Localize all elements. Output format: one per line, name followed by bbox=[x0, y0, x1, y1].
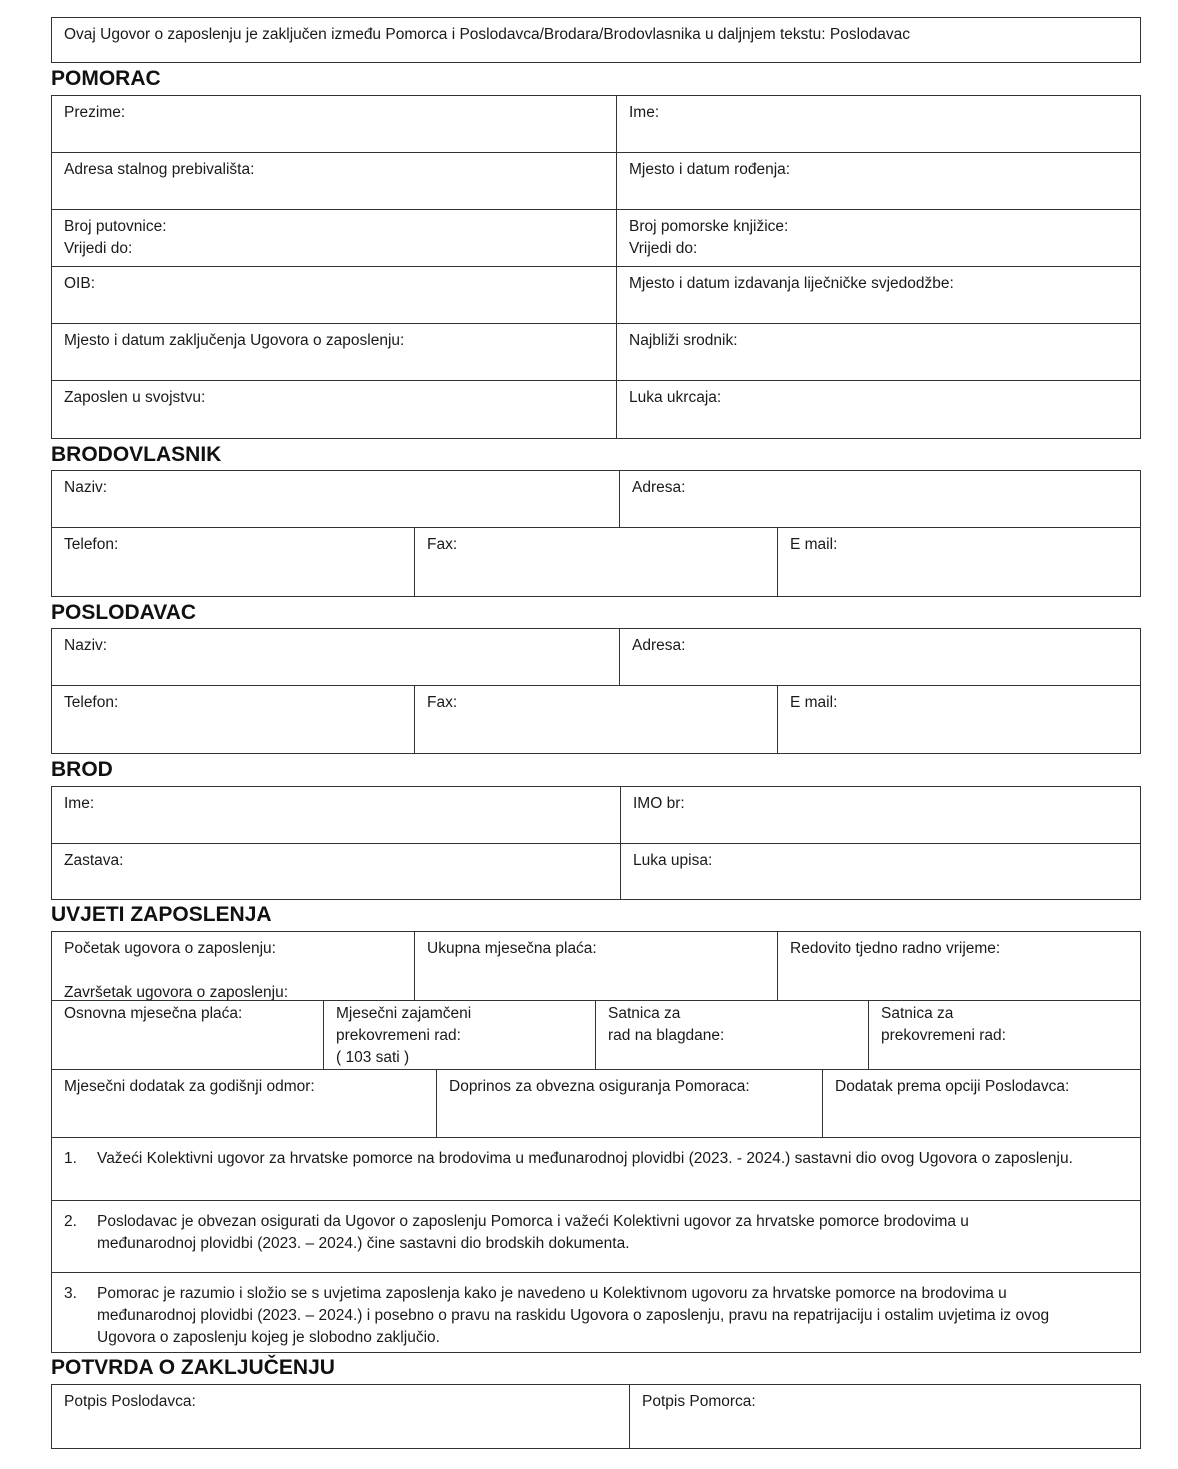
label: Naziv: bbox=[64, 637, 108, 654]
field-brodovlasnik-email[interactable] bbox=[777, 527, 1141, 597]
field-oib[interactable] bbox=[51, 266, 617, 324]
clause-number: 3. bbox=[64, 1285, 77, 1302]
section-poslodavac-title: POSLODAVAC bbox=[51, 601, 197, 624]
field-poslodavac-fax[interactable] bbox=[414, 685, 778, 754]
field-brodovlasnik-fax[interactable] bbox=[414, 527, 778, 597]
field-ukupna-placa[interactable] bbox=[414, 931, 778, 1001]
label: Luka ukrcaja: bbox=[629, 389, 722, 406]
field-potpis-poslodavca[interactable] bbox=[51, 1384, 630, 1449]
field-potpis-pomorca[interactable] bbox=[629, 1384, 1141, 1449]
label: Fax: bbox=[427, 694, 458, 711]
field-brodovlasnik-telefon[interactable] bbox=[51, 527, 415, 597]
label: Satnica za bbox=[881, 1005, 954, 1022]
field-satnica-prekovremeni[interactable] bbox=[868, 1000, 1141, 1070]
label: Broj pomorske knjižice: bbox=[629, 218, 789, 235]
label: Adresa: bbox=[632, 479, 686, 496]
field-adresa[interactable] bbox=[51, 152, 617, 210]
section-pomorac-title: POMORAC bbox=[51, 67, 161, 90]
intro-box bbox=[51, 17, 1141, 63]
field-zakljucenje[interactable] bbox=[51, 323, 617, 381]
field-brod-ime[interactable] bbox=[51, 786, 621, 844]
label: Satnica za bbox=[608, 1005, 681, 1022]
label: Doprinos za obvezna osiguranja Pomoraca: bbox=[449, 1078, 750, 1095]
label: Mjesto i datum rođenja: bbox=[629, 161, 791, 178]
label: Ime: bbox=[629, 104, 660, 121]
field-osnovna-placa[interactable] bbox=[51, 1000, 324, 1070]
field-poslodavac-adresa[interactable] bbox=[619, 628, 1141, 686]
field-brodovlasnik-adresa[interactable] bbox=[619, 470, 1141, 528]
label: Redovito tjedno radno vrijeme: bbox=[790, 940, 1001, 957]
field-tjedno-vrijeme[interactable] bbox=[777, 931, 1141, 1001]
section-potvrda-title: POTVRDA O ZAKLJUČENJU bbox=[51, 1356, 335, 1379]
label: Završetak ugovora o zaposlenju: bbox=[64, 984, 289, 1001]
label: Mjesečni dodatak za godišnji odmor: bbox=[64, 1078, 315, 1095]
label: Telefon: bbox=[64, 536, 119, 553]
label: Fax: bbox=[427, 536, 458, 553]
field-poslodavac-telefon[interactable] bbox=[51, 685, 415, 754]
field-dodatak-opcija[interactable] bbox=[822, 1069, 1141, 1138]
label: prekovremeni rad: bbox=[881, 1027, 1006, 1044]
label: Zastava: bbox=[64, 852, 124, 869]
field-mjesto-rodjenja[interactable] bbox=[616, 152, 1141, 210]
section-uvjeti-title: UVJETI ZAPOSLENJA bbox=[51, 903, 272, 926]
section-brodovlasnik-title: BRODOVLASNIK bbox=[51, 443, 222, 466]
field-satnica-blagdani[interactable] bbox=[595, 1000, 869, 1070]
label: Broj putovnice: bbox=[64, 218, 167, 235]
field-brodovlasnik-naziv[interactable] bbox=[51, 470, 620, 528]
label: Vrijedi do: bbox=[64, 240, 133, 257]
clause-text: Pomorac je razumio i složio se s uvjetima zaposlenja kako je navedeno u Kolektivnom ugovoru za hrvatske pomorce na brodovima u međunarodnoj plovidbi (2023. – 2024.) i posebno o pravu na raskidu Ugovora o zaposlenju, pravu na repatrijaciju i ostalim uvjetima iz ovog Ugovora o zaposlenju kojeg je slobodno zaključio. bbox=[97, 1285, 1050, 1346]
label: Dodatak prema opciji Poslodavca: bbox=[835, 1078, 1070, 1095]
clause-3 bbox=[51, 1272, 1141, 1353]
label: Prezime: bbox=[64, 104, 126, 121]
field-svojstvo[interactable] bbox=[51, 380, 617, 439]
label: rad na blagdane: bbox=[608, 1027, 725, 1044]
section-brod-title: BROD bbox=[51, 758, 113, 781]
clause-number: 2. bbox=[64, 1213, 77, 1230]
field-poslodavac-naziv[interactable] bbox=[51, 628, 620, 686]
label: Mjesto i datum izdavanja liječničke svjedodžbe: bbox=[629, 275, 954, 292]
clause-text: Poslodavac je obvezan osigurati da Ugovor o zaposlenju Pomorca i važeći Kolektivni ugovor za hrvatske pomorce brodovima u međunarodnoj plovidbi (2023. – 2024.) čine sastavni dio brodskih dokumenta. bbox=[97, 1213, 969, 1252]
field-luka-upisa[interactable] bbox=[620, 843, 1141, 900]
field-knjizica[interactable] bbox=[616, 209, 1141, 267]
label: Mjesečni zajamčeni bbox=[336, 1005, 472, 1022]
label: Potpis Poslodavca: bbox=[64, 1393, 196, 1410]
label: Telefon: bbox=[64, 694, 119, 711]
label: IMO br: bbox=[633, 795, 685, 812]
label: E mail: bbox=[790, 694, 838, 711]
field-putovnica[interactable] bbox=[51, 209, 617, 267]
field-godisnji-dodatak[interactable] bbox=[51, 1069, 437, 1138]
field-prezime[interactable] bbox=[51, 95, 617, 153]
label: E mail: bbox=[790, 536, 838, 553]
label: Vrijedi do: bbox=[629, 240, 698, 257]
label: prekovremeni rad: bbox=[336, 1027, 461, 1044]
clause-1 bbox=[51, 1137, 1141, 1201]
field-poslodavac-email[interactable] bbox=[777, 685, 1141, 754]
label: Adresa: bbox=[632, 637, 686, 654]
field-zajamceni-prekovremeni[interactable] bbox=[323, 1000, 596, 1070]
field-doprinos[interactable] bbox=[436, 1069, 823, 1138]
field-srodnik[interactable] bbox=[616, 323, 1141, 381]
label: Početak ugovora o zaposlenju: bbox=[64, 940, 276, 957]
label: Naziv: bbox=[64, 479, 108, 496]
label: Najbliži srodnik: bbox=[629, 332, 738, 349]
field-imo[interactable] bbox=[620, 786, 1141, 844]
field-ime[interactable] bbox=[616, 95, 1141, 153]
intro-text: Ovaj Ugovor o zaposlenju je zaključen između Pomorca i Poslodavca/Brodara/Brodovlasnika u daljnjem tekstu: Poslodavac bbox=[64, 26, 911, 43]
label: Osnovna mjesečna plaća: bbox=[64, 1005, 243, 1022]
field-zastava[interactable] bbox=[51, 843, 621, 900]
label: Adresa stalnog prebivališta: bbox=[64, 161, 255, 178]
field-svjedodzba[interactable] bbox=[616, 266, 1141, 324]
label: Zaposlen u svojstvu: bbox=[64, 389, 206, 406]
label: OIB: bbox=[64, 275, 96, 292]
clause-number: 1. bbox=[64, 1150, 77, 1167]
clause-text: Važeći Kolektivni ugovor za hrvatske pomorce na brodovima u međunarodnoj plovidbi (2023. - 2024.) sastavni dio ovog Ugovora o zaposlenju. bbox=[97, 1150, 1073, 1167]
label: Ukupna mjesečna plaća: bbox=[427, 940, 597, 957]
label: ( 103 sati ) bbox=[336, 1049, 410, 1066]
field-luka-ukrcaja[interactable] bbox=[616, 380, 1141, 439]
label: Luka upisa: bbox=[633, 852, 713, 869]
clause-2 bbox=[51, 1200, 1141, 1273]
field-pocetak-zavrsetak[interactable] bbox=[51, 931, 415, 1001]
label: Ime: bbox=[64, 795, 95, 812]
label: Mjesto i datum zaključenja Ugovora o zaposlenju: bbox=[64, 332, 405, 349]
label: Potpis Pomorca: bbox=[642, 1393, 756, 1410]
